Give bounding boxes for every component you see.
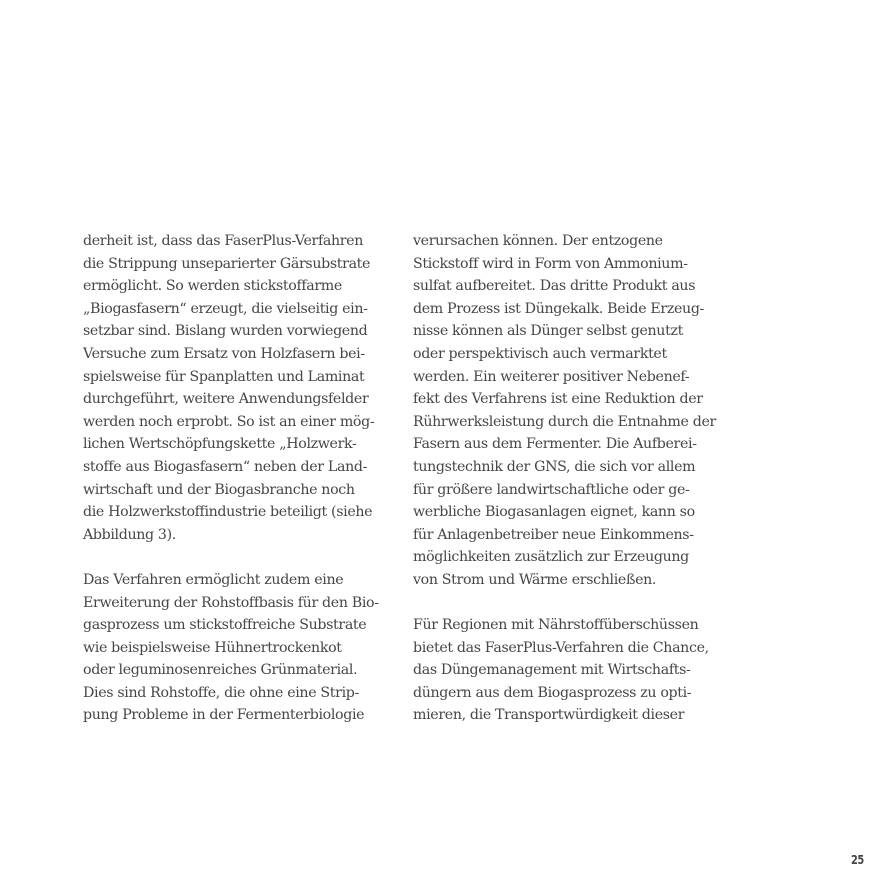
text-line: möglichkeiten zusätzlich zur Erzeugung: [413, 549, 689, 566]
text-line: von Strom und Wärme erschließen.: [413, 571, 657, 588]
text-line: die Holzwerkstoffindustrie beteiligt (siehe: [83, 504, 373, 521]
text-line: stoffe aus Biogasfasern“ neben der Land-: [83, 458, 368, 475]
text-line: wirtschaft und der Biogasbranche noch: [83, 481, 355, 498]
text-line: „Biogasfasern“ erzeugt, die vielseitig ein-: [83, 300, 368, 317]
text-line: dem Prozess ist Düngekalk. Beide Erzeug-: [413, 300, 704, 317]
text-line: nisse können als Dünger selbst genutzt: [413, 323, 683, 340]
paragraph-spacer: [413, 592, 733, 615]
text-column-left: [83, 230, 403, 727]
text-line: die Strippung unseparierter Gärsubstrate: [83, 255, 371, 272]
text-line: Erweiterung der Rohstoffbasis für den Bio-: [83, 594, 379, 611]
text-line: Versuche zum Ersatz von Holzfasern bei-: [83, 345, 365, 362]
text-column-right: [413, 230, 733, 727]
text-line: Für Regionen mit Nährstoffüberschüssen: [413, 617, 699, 634]
text-line: oder perspektivisch auch vermarktet: [413, 345, 667, 362]
text-line: fekt des Verfahrens ist eine Reduktion der: [413, 391, 703, 408]
text-line: sulfat aufbereitet. Das dritte Produkt aus: [413, 278, 696, 295]
text-line: Rührwerksleistung durch die Entnahme der: [413, 413, 716, 430]
paragraph-spacer: [83, 546, 403, 569]
paragraph: [413, 230, 733, 592]
text-line: für größere landwirtschaftliche oder ge-: [413, 481, 690, 498]
paragraph: [413, 614, 733, 727]
text-line: werden noch erprobt. So ist an einer mög-: [83, 413, 375, 430]
page-number: 25: [851, 853, 864, 867]
text-line: Stickstoff wird in Form von Ammonium-: [413, 255, 688, 272]
text-line: das Düngemanagement mit Wirtschafts-: [413, 662, 691, 679]
text-line: derheit ist, dass das FaserPlus-Verfahren: [83, 233, 364, 249]
text-line: ermöglicht. So werden stickstoffarme: [83, 278, 342, 295]
text-line: bietet das FaserPlus-Verfahren die Chance,: [413, 639, 709, 656]
paragraph: [83, 230, 403, 546]
text-line: für Anlagenbetreiber neue Einkommens-: [413, 526, 694, 543]
text-line: pung Probleme in der Fermenterbiologie: [83, 707, 365, 724]
text-line: Abbildung 3).: [83, 526, 176, 543]
text-line: werbliche Biogasanlagen eignet, kann so: [413, 504, 695, 521]
text-line: tungstechnik der GNS, die sich vor allem: [413, 458, 696, 475]
text-line: Das Verfahren ermöglicht zudem eine: [83, 571, 344, 588]
text-line: oder leguminosenreiches Grünmaterial.: [83, 662, 358, 679]
text-line: mieren, die Transportwürdigkeit dieser: [413, 707, 685, 724]
text-line: spielsweise für Spanplatten und Laminat: [83, 368, 365, 385]
paragraph: [83, 569, 403, 727]
text-line: lichen Wertschöpfungskette „Holzwerk-: [83, 436, 357, 453]
text-line: verursachen können. Der entzogene: [413, 233, 663, 249]
text-line: werden. Ein weiterer positiver Nebenef-: [413, 368, 690, 385]
text-line: wie beispielsweise Hühnertrockenkot: [83, 639, 342, 656]
text-line: durchgeführt, weitere Anwendungsfelder: [83, 391, 369, 408]
text-line: Fasern aus dem Fermenter. Die Aufberei-: [413, 436, 697, 453]
text-line: düngern aus dem Biogasprozess zu opti-: [413, 684, 692, 701]
text-line: gasprozess um stickstoffreiche Substrate: [83, 617, 367, 634]
text-line: setzbar sind. Bislang wurden vorwiegend: [83, 323, 368, 340]
text-line: Dies sind Rohstoffe, die ohne eine Strip-: [83, 684, 359, 701]
